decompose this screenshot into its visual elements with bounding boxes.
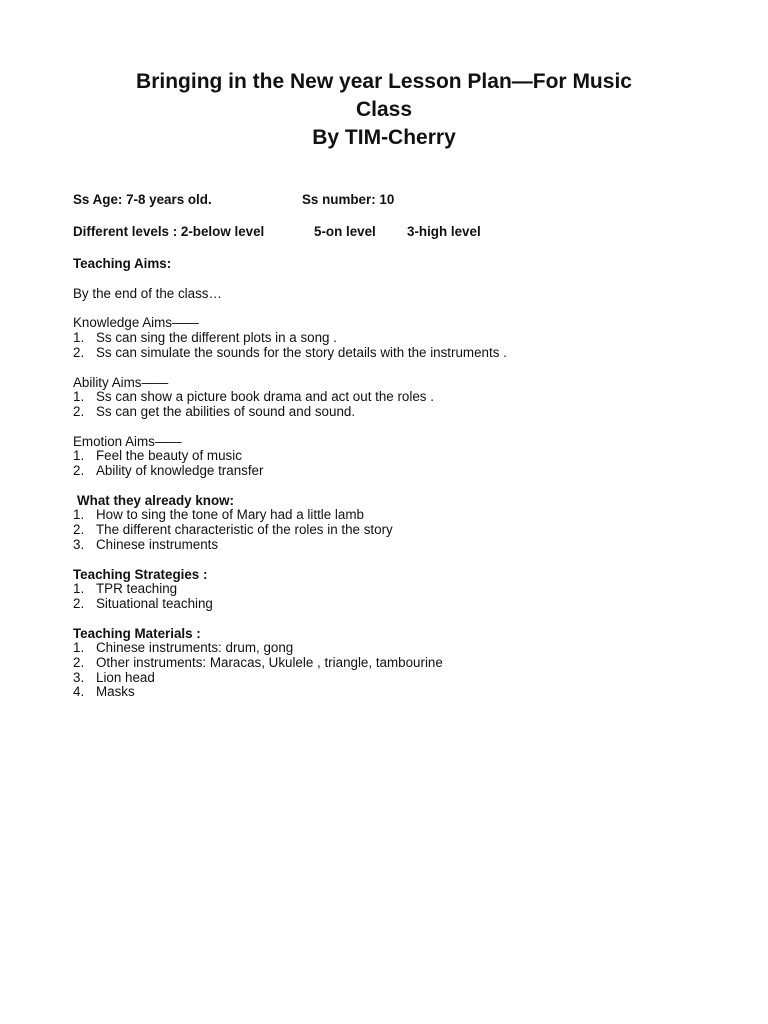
list-item (73, 641, 713, 656)
list-item-text: Chinese instruments: drum, gong (96, 640, 294, 656)
list-item-number: 3. (73, 536, 85, 552)
title-line-2: Class (355, 98, 413, 121)
emotion-aims-section (73, 435, 713, 479)
list-item-number: 1. (73, 448, 85, 464)
list-item-text: The different characteristic of the roles in the story (96, 522, 393, 538)
levels-below: Different levels : 2-below level (73, 224, 265, 239)
list-item (73, 685, 713, 700)
list-item-text: Chinese instruments (96, 536, 219, 552)
emotion-aims-heading: Emotion Aims—— (73, 433, 182, 449)
knowledge-aims-heading: Knowledge Aims—— (73, 315, 199, 331)
list-item (73, 331, 713, 346)
title-line-3: By TIM-Cherry (312, 126, 456, 149)
student-age: Ss Age: 7-8 years old. (73, 192, 212, 207)
student-number: Ss number: 10 (302, 192, 395, 207)
list-item-number: 4. (73, 684, 85, 700)
list-item-text: Ss can simulate the sounds for the story details with the instruments . (96, 344, 507, 360)
levels-on: 5-on level (314, 224, 376, 239)
intro-text: By the end of the class… (73, 285, 222, 301)
already-know-heading: What they already know: (77, 492, 234, 508)
list-item-text: Situational teaching (96, 595, 213, 611)
list-item (73, 346, 713, 361)
list-item (73, 538, 713, 553)
list-item-text: Ss can get the abilities of sound and sound. (96, 403, 356, 419)
list-item-number: 1. (73, 507, 85, 523)
list-item-text: Ss can show a picture book drama and act out the roles . (96, 389, 434, 405)
document-title (0, 68, 768, 152)
knowledge-aims-list (73, 331, 713, 360)
teaching-aims-heading: Teaching Aims: (73, 256, 172, 271)
list-item-number: 1. (73, 330, 85, 346)
materials-section (73, 627, 713, 701)
list-item-text: Ss can sing the different plots in a song . (96, 330, 337, 346)
materials-list (73, 641, 713, 700)
strategies-section (73, 568, 713, 612)
list-item-text: Masks (96, 684, 135, 700)
levels-high: 3-high level (407, 224, 481, 239)
list-item (73, 390, 713, 405)
levels-row (73, 225, 713, 243)
list-item-number: 1. (73, 640, 85, 656)
strategies-heading: Teaching Strategies : (73, 566, 208, 582)
list-item-text: Lion head (96, 669, 155, 685)
list-item (73, 656, 713, 671)
list-item-number: 3. (73, 669, 85, 685)
ability-aims-list (73, 390, 713, 419)
list-item-text: Ability of knowledge transfer (96, 463, 264, 479)
list-item (73, 508, 713, 523)
list-item-number: 2. (73, 403, 85, 419)
list-item-number: 2. (73, 595, 85, 611)
materials-heading: Teaching Materials : (73, 625, 201, 641)
list-item (73, 523, 713, 538)
list-item-text: TPR teaching (96, 581, 178, 597)
strategies-list (73, 582, 713, 611)
already-know-section (73, 494, 713, 553)
list-item-number: 2. (73, 463, 85, 479)
title-line-1: Bringing in the New year Lesson Plan—For Music (136, 70, 632, 93)
list-item (73, 405, 713, 420)
list-item-number: 1. (73, 581, 85, 597)
list-item (73, 449, 713, 464)
ability-aims-section (73, 376, 713, 420)
document-body (73, 193, 713, 700)
list-item-text: How to sing the tone of Mary had a little lamb (96, 507, 364, 523)
ability-aims-heading: Ability Aims—— (73, 374, 169, 390)
list-item-number: 2. (73, 344, 85, 360)
list-item-number: 2. (73, 522, 85, 538)
list-item-text: Other instruments: Maracas, Ukulele , triangle, tambourine (96, 655, 443, 671)
already-know-list (73, 508, 713, 552)
list-item-text: Feel the beauty of music (96, 448, 242, 464)
age-number-row (73, 193, 713, 211)
list-item-number: 2. (73, 655, 85, 671)
emotion-aims-list (73, 449, 713, 478)
list-item (73, 597, 713, 612)
list-item (73, 671, 713, 686)
list-item (73, 464, 713, 479)
list-item (73, 582, 713, 597)
knowledge-aims-section (73, 316, 713, 360)
list-item-number: 1. (73, 389, 85, 405)
